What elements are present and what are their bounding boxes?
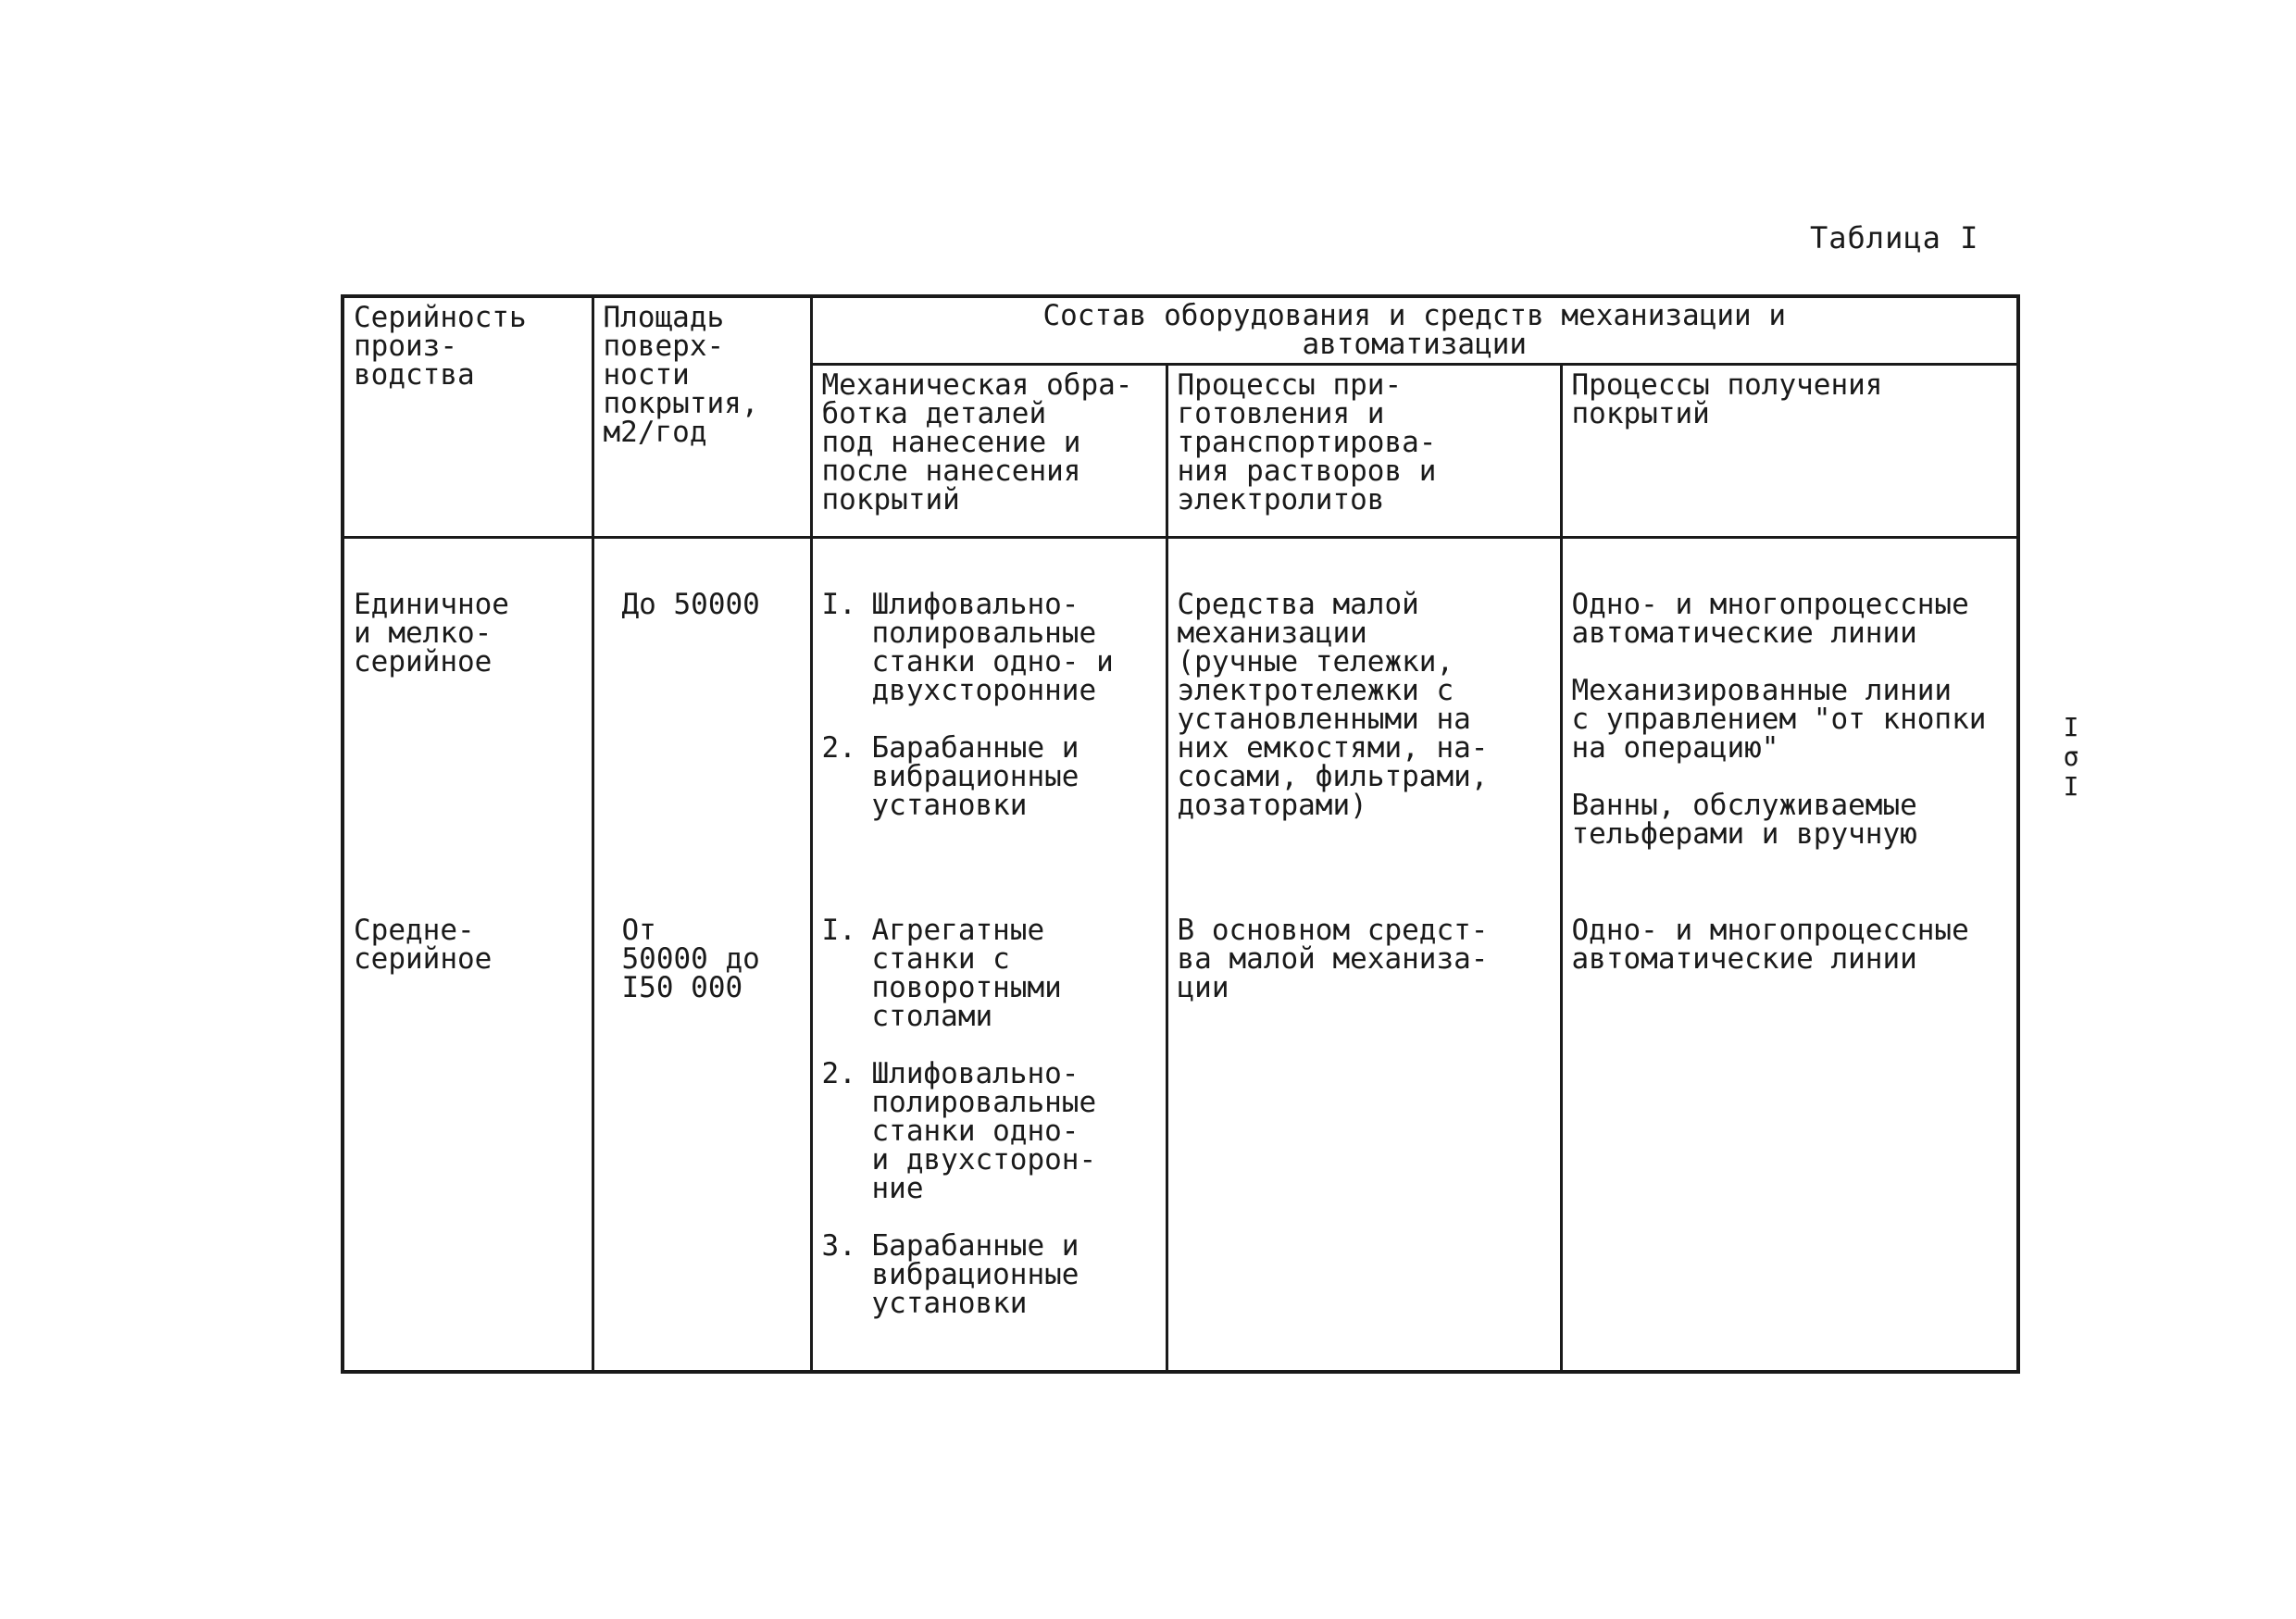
cell-seriality: Средне- серийное xyxy=(343,889,593,1372)
page-number xyxy=(2057,713,2085,802)
header-coating: Процессы получения покрытий xyxy=(1561,365,2018,538)
coating-paragraph: Механизированные линии с управлением "от кнопки на операцию" xyxy=(1571,674,1987,765)
header-seriality: Серийность произ- водства xyxy=(343,296,593,538)
cell-seriality: Единичное и мелко- серийное xyxy=(343,538,593,889)
coating-paragraph: Одно- и многопроцессные автоматические линии xyxy=(1571,913,1969,976)
coating-paragraph: Ванны, обслуживаемые тельферами и вручную xyxy=(1571,789,1917,851)
cell-mechanical xyxy=(811,538,1167,889)
cell-coating xyxy=(1561,889,2018,1372)
page-number-digit: σ xyxy=(2063,741,2079,772)
table-row xyxy=(343,538,2018,889)
equipment-table xyxy=(341,294,2020,1374)
cell-preparation: Средства малой механизации (ручные тележки, электротележки с установленными на них емкостями, на- сосами, фильтрами, дозаторами) xyxy=(1167,538,1561,889)
header-preparation: Процессы при- готовления и транспортирова- ния растворов и электролитов xyxy=(1167,365,1561,538)
cell-mechanical xyxy=(811,889,1167,1372)
page-number-mark: I xyxy=(2063,771,2079,802)
list-item: 2. Барабанные и вибрационные установки xyxy=(821,731,1079,822)
list-item: 2. Шлифовально- полировальные станки одно- и двухсторон- ние xyxy=(821,1056,1097,1205)
cell-preparation: В основном средст- ва малой механиза- ции xyxy=(1167,889,1561,1372)
cell-area: До 50000 xyxy=(593,538,811,889)
header-equipment-group: Состав оборудования и средств механизации и автоматизации xyxy=(811,296,2018,365)
coating-paragraph: Одно- и многопроцессные автоматические линии xyxy=(1571,588,1969,650)
header-mechanical: Механическая обра- ботка деталей под нанесение и после нанесения покрытий xyxy=(811,365,1167,538)
table-caption: Таблица I xyxy=(1810,220,1979,255)
cell-coating xyxy=(1561,538,2018,889)
header-area: Площадь поверх- ности покрытия, м2/год xyxy=(593,296,811,538)
list-item: 3. Барабанные и вибрационные установки xyxy=(821,1228,1079,1320)
page-number-mark: I xyxy=(2063,712,2079,742)
table-row xyxy=(343,889,2018,1372)
list-item: I. Агрегатные станки с поворотными столами xyxy=(821,913,1062,1033)
cell-area: От 50000 до I50 000 xyxy=(593,889,811,1372)
list-item: I. Шлифовально- полировальные станки одно- и двухсторонние xyxy=(821,588,1114,707)
